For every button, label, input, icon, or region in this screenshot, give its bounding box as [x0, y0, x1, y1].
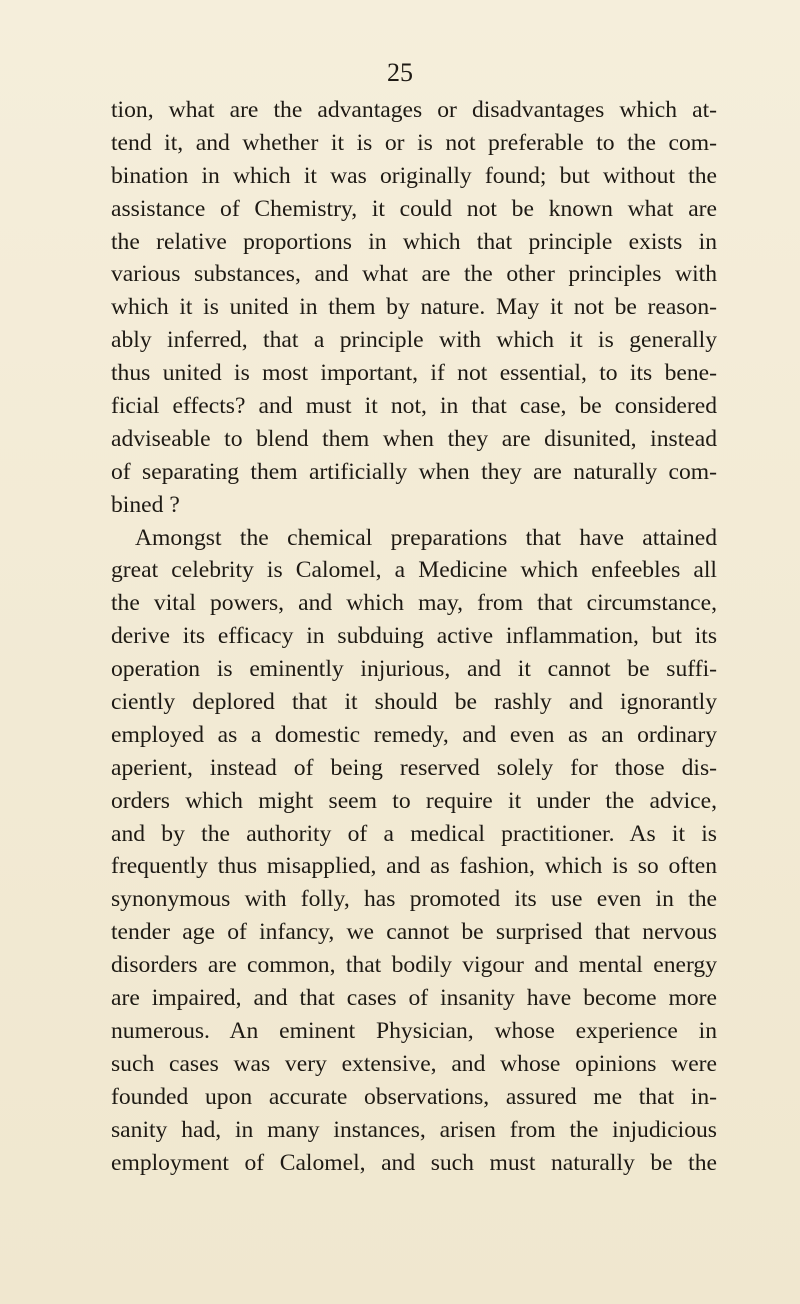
text-line: tion, what are the advantages or disadvantages which at- [111, 97, 717, 123]
text-line: great celebrity is Calomel, a Medicine which enfeebles all [111, 557, 717, 584]
text-line: tend it, and whether it is or is not preferable to the com- [111, 129, 717, 156]
text-line: numerous. An eminent Physician, whose experience in [111, 1017, 717, 1044]
text-line: various substances, and what are the other principles with [111, 261, 717, 288]
text-line: sanity had, in many instances, arisen from the injudicious [111, 1116, 717, 1143]
text-line: assistance of Chemistry, it could not be known what are [111, 195, 717, 222]
text-line: synonymous with folly, has promoted its use even in the [111, 886, 717, 913]
text-line: aperient, instead of being reserved solely for those dis- [111, 754, 717, 781]
text-line: the relative proportions in which that principle exists in [111, 228, 717, 255]
text-line: the vital powers, and which may, from that circumstance, [111, 590, 717, 617]
text-line: which it is united in them by nature. May it not be reason- [111, 294, 717, 321]
text-line: operation is eminently injurious, and it cannot be suffi- [111, 656, 717, 683]
text-line: adviseable to blend them when they are disunited, instead [111, 425, 717, 452]
text-line: orders which might seem to require it under the advice, [111, 787, 717, 814]
text-line: such cases was very extensive, and whose opinions were [111, 1050, 717, 1077]
text-line: ficial effects? and must it not, in that case, be considered [111, 393, 717, 420]
text-line: and by the authority of a medical practitioner. As it is [111, 820, 717, 847]
page-number: 25 [387, 58, 413, 87]
paragraph-start-line: Amongst the chemical preparations that have attained [135, 524, 717, 551]
text-line: are impaired, and that cases of insanity have become more [111, 985, 717, 1012]
body-text [111, 94, 717, 1179]
text-line: bination in which it was originally found; but without the [111, 162, 717, 189]
text-line: disorders are common, that bodily vigour and mental energy [111, 952, 717, 979]
text-line: employed as a domestic remedy, and even as an ordinary [111, 721, 717, 748]
text-line: of separating them artificially when they are naturally com- [111, 458, 717, 485]
paragraph-end-line: bined ? [111, 491, 180, 518]
text-line: thus united is most important, if not essential, to its bene- [111, 360, 717, 387]
text-line: frequently thus misapplied, and as fashion, which is so often [111, 853, 717, 880]
text-line: ably inferred, that a principle with which it is generally [111, 327, 717, 354]
text-line: tender age of infancy, we cannot be surprised that nervous [111, 919, 717, 946]
text-line: founded upon accurate observations, assured me that in- [111, 1083, 717, 1110]
text-line: derive its efficacy in subduing active inflammation, but its [111, 623, 717, 650]
text-line: employment of Calomel, and such must naturally be the [111, 1149, 717, 1176]
text-line: ciently deplored that it should be rashly and ignorantly [111, 689, 717, 716]
